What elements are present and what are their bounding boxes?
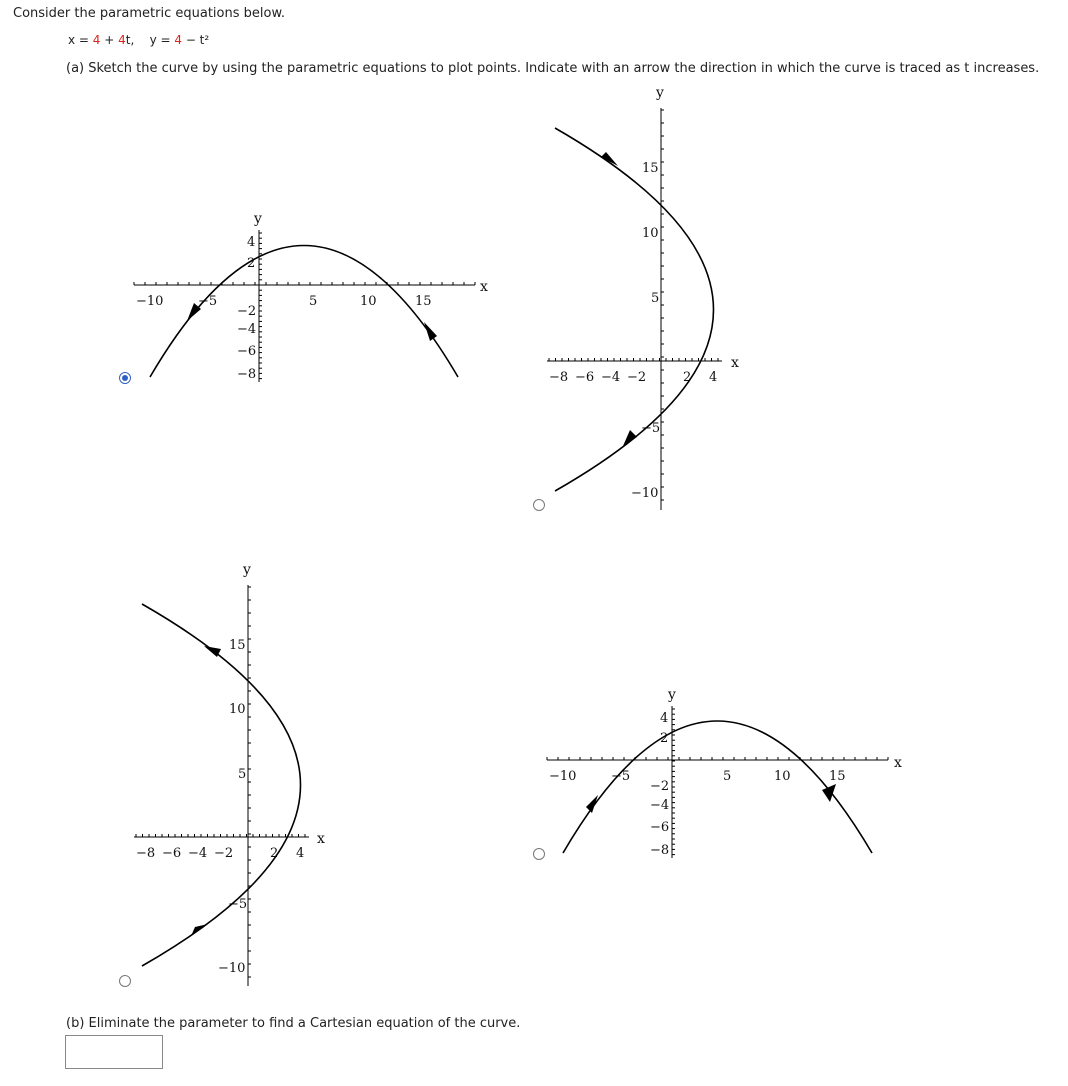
tick-label: 2 bbox=[247, 256, 256, 271]
tick-label: 15 bbox=[229, 638, 246, 653]
tick-label: −4 bbox=[188, 846, 208, 861]
tick-label: −8 bbox=[650, 843, 670, 858]
tick-label: −2 bbox=[237, 304, 257, 319]
curve bbox=[563, 721, 872, 853]
x-coefficient: 4 bbox=[118, 33, 126, 47]
tick-label: −10 bbox=[631, 486, 659, 501]
curve bbox=[142, 604, 301, 966]
tick-label: −4 bbox=[601, 370, 621, 385]
tick-label: −4 bbox=[237, 322, 257, 337]
tick-label: 5 bbox=[238, 767, 247, 782]
option-4-radio[interactable] bbox=[533, 848, 545, 860]
tick-label: −10 bbox=[136, 294, 164, 309]
x-axis-label: x bbox=[480, 279, 488, 295]
tick-label: 10 bbox=[642, 226, 659, 241]
option-3-graph[interactable] bbox=[134, 562, 325, 986]
tick-label: −8 bbox=[237, 367, 257, 382]
tick-label: −6 bbox=[650, 820, 670, 835]
y-axis-label: y bbox=[656, 85, 664, 101]
direction-arrow bbox=[424, 322, 437, 341]
tick-label: 4 bbox=[660, 711, 669, 726]
tick-label: 4 bbox=[709, 370, 718, 385]
tick-label: −5 bbox=[611, 769, 631, 784]
option-2-radio[interactable] bbox=[533, 499, 545, 511]
x-axis-label: x bbox=[894, 755, 902, 771]
tick-label: 2 bbox=[683, 370, 692, 385]
tick-label: 4 bbox=[247, 235, 256, 250]
direction-arrow bbox=[623, 430, 637, 446]
intro-text: Consider the parametric equations below. bbox=[13, 6, 286, 21]
tick-label: −5 bbox=[198, 294, 218, 309]
tick-label: −2 bbox=[627, 370, 647, 385]
part-b-text: (b) Eliminate the parameter to find a Cartesian equation of the curve. bbox=[66, 1016, 521, 1031]
part-a-text: (a) Sketch the curve by using the parametric equations to plot points. Indicate with an arrow the direction in which the curve is traced as t increases. bbox=[66, 61, 1040, 76]
option-1-radio[interactable] bbox=[119, 372, 131, 384]
tick-label: 15 bbox=[829, 769, 846, 784]
tick-label: 5 bbox=[723, 769, 732, 784]
y-rest: − t² bbox=[182, 33, 210, 47]
tick-marks bbox=[136, 587, 305, 977]
tick-label: 2 bbox=[660, 731, 669, 746]
option-4-graph[interactable] bbox=[547, 687, 902, 858]
tick-label: −10 bbox=[218, 961, 246, 976]
x-axis-label: x bbox=[317, 831, 325, 847]
tick-label: 5 bbox=[651, 291, 660, 306]
y-constant: 4 bbox=[174, 33, 182, 47]
tick-label: −8 bbox=[549, 370, 569, 385]
y-axis-label: y bbox=[243, 562, 251, 578]
tick-label: 15 bbox=[642, 161, 659, 176]
y-axis-label: y bbox=[254, 211, 262, 227]
tick-label: 10 bbox=[360, 294, 377, 309]
tick-label: 5 bbox=[309, 294, 318, 309]
x-constant: 4 bbox=[92, 33, 101, 47]
tick-label: 4 bbox=[296, 846, 305, 861]
x-t: t, bbox=[125, 33, 135, 47]
tick-label: −6 bbox=[575, 370, 595, 385]
tick-label: 2 bbox=[270, 846, 279, 861]
y-lhs: y = bbox=[149, 33, 175, 47]
direction-arrow bbox=[586, 795, 598, 813]
tick-label: −5 bbox=[641, 421, 661, 436]
tick-label: 15 bbox=[415, 294, 432, 309]
option-2-graph[interactable] bbox=[547, 85, 739, 510]
tick-label: −6 bbox=[162, 846, 182, 861]
tick-label: 10 bbox=[229, 702, 246, 717]
option-1-graph[interactable] bbox=[134, 211, 488, 382]
x-axis-label: x bbox=[731, 355, 739, 371]
tick-label: −5 bbox=[228, 897, 248, 912]
x-lhs: x = bbox=[68, 33, 93, 47]
tick-label: −2 bbox=[214, 846, 234, 861]
tick-marks bbox=[549, 110, 718, 500]
tick-label: −4 bbox=[650, 798, 670, 813]
direction-arrow bbox=[822, 784, 836, 802]
tick-label: −10 bbox=[549, 769, 577, 784]
tick-label: −6 bbox=[237, 344, 257, 359]
y-axis-label: y bbox=[668, 687, 676, 703]
x-plus: + bbox=[100, 33, 119, 47]
cartesian-equation-input[interactable] bbox=[65, 1035, 163, 1069]
tick-label: −2 bbox=[650, 779, 670, 794]
tick-label: −8 bbox=[136, 846, 156, 861]
option-3-radio[interactable] bbox=[119, 975, 131, 987]
tick-label: 10 bbox=[774, 769, 791, 784]
